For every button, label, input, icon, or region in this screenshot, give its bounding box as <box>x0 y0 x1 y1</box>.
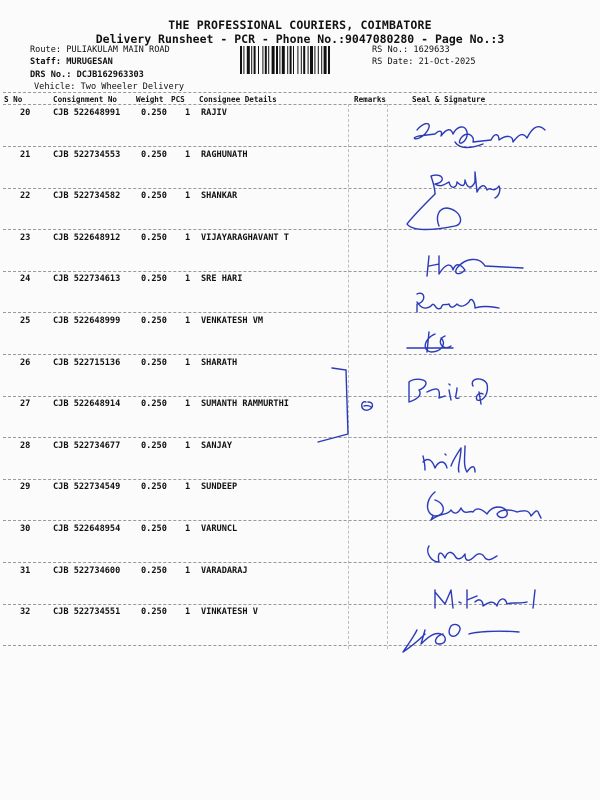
drs-label: DRS No.: <box>30 70 72 80</box>
barcode-icon <box>240 46 368 74</box>
consignment-cell: CJB 522734677 <box>53 440 121 451</box>
sno-cell: 23 <box>20 232 31 243</box>
pcs-cell: 1 <box>185 607 191 618</box>
weight-cell: 0.250 <box>141 149 167 160</box>
rs-date-label: RS Date: <box>372 57 414 67</box>
route-label: Route: <box>30 45 62 55</box>
weight-cell: 0.250 <box>141 565 167 576</box>
pcs-cell: 1 <box>185 399 191 410</box>
weight-cell: 0.250 <box>141 357 167 368</box>
staff-line <box>30 57 113 67</box>
consignment-cell: CJB 522734613 <box>53 274 121 285</box>
sno-cell: 31 <box>20 565 31 576</box>
staff-value: MURUGESAN <box>66 57 113 67</box>
drs-line <box>30 70 144 80</box>
drs-value: DCJB162963303 <box>76 70 144 80</box>
sno-cell: 27 <box>20 399 31 410</box>
sno-cell: 25 <box>20 316 31 326</box>
sno-cell: 32 <box>20 607 31 618</box>
sno-cell: 28 <box>20 440 31 451</box>
consignment-cell: CJB 522734549 <box>53 482 121 493</box>
consignee-cell: SHANKAR <box>201 191 238 202</box>
staff-label: Staff: <box>30 57 62 67</box>
weight-cell: 0.250 <box>141 108 167 118</box>
signature-icon <box>395 436 575 491</box>
pcs-cell: 1 <box>185 149 191 160</box>
signature-icon <box>395 112 575 167</box>
vehicle-line <box>34 82 184 92</box>
rs-date-value: 21-Oct-2025 <box>418 57 476 67</box>
consignment-cell: CJB 522734551 <box>53 607 121 618</box>
consignee-cell: VARADARAJ <box>201 565 248 576</box>
consignment-cell: CJB 522648914 <box>53 399 121 410</box>
sno-cell: 24 <box>20 274 31 285</box>
col-weight: Weight <box>136 95 164 104</box>
weight-cell: 0.250 <box>141 482 167 493</box>
consignee-cell: VINKATESH V <box>201 607 258 618</box>
pcs-cell: 1 <box>185 191 191 202</box>
consignee-cell: RAJIV <box>201 108 227 118</box>
sno-cell: 20 <box>20 108 31 118</box>
pcs-cell: 1 <box>185 482 191 493</box>
vehicle-label: Vehicle: <box>34 82 76 92</box>
col-signature: Seal & Signature <box>412 95 486 104</box>
consignee-cell: VIJAYARAGHAVANT T <box>201 232 289 243</box>
consignee-cell: RAGHUNATH <box>201 149 248 160</box>
col-consignee: Consignee Details <box>199 95 277 104</box>
pcs-cell: 1 <box>185 565 191 576</box>
route-value: PULIAKULAM MAIN ROAD <box>66 45 170 55</box>
consignee-cell: SHARATH <box>201 357 238 368</box>
header-top-rule <box>3 92 597 93</box>
col-sno: S No <box>4 95 23 104</box>
rs-no-line <box>372 45 450 55</box>
consignee-cell: VENKATESH VM <box>201 316 264 326</box>
consignment-cell: CJB 522715136 <box>53 357 121 368</box>
pcs-cell: 1 <box>185 524 191 534</box>
weight-cell: 0.250 <box>141 191 167 202</box>
col-remarks: Remarks <box>354 95 387 104</box>
consignment-cell: CJB 522734582 <box>53 191 121 202</box>
col-consignment: Consignment No <box>53 95 118 104</box>
signature-icon <box>395 370 575 425</box>
rs-no-value: 1629633 <box>413 45 450 55</box>
weight-cell: 0.250 <box>141 232 167 243</box>
weight-cell: 0.250 <box>141 440 167 451</box>
header-bottom-rule <box>3 104 597 105</box>
signature-icon <box>395 192 575 247</box>
weight-cell: 0.250 <box>141 399 167 410</box>
route-line <box>30 45 170 55</box>
pcs-cell: 1 <box>185 316 191 326</box>
consignment-cell: CJB 522648999 <box>53 316 121 326</box>
consignment-cell: CJB 522648954 <box>53 524 121 534</box>
sno-cell: 29 <box>20 482 31 493</box>
sno-cell: 26 <box>20 357 31 368</box>
consignment-cell: CJB 522734553 <box>53 149 121 160</box>
consignment-cell: CJB 522648991 <box>53 108 121 118</box>
runsheet-subtitle: Delivery Runsheet - PCR - Phone No.:9047080280 - Page No.:3 <box>95 32 505 46</box>
rs-date-line <box>372 57 476 67</box>
pcs-cell: 1 <box>185 232 191 243</box>
weight-cell: 0.250 <box>141 524 167 534</box>
remarks-bracket-icon <box>312 364 392 454</box>
sno-cell: 22 <box>20 191 31 202</box>
weight-cell: 0.250 <box>141 274 167 285</box>
consignment-cell: CJB 522648912 <box>53 232 121 243</box>
consignee-cell: VARUNCL <box>201 524 238 534</box>
signature-icon <box>395 612 575 667</box>
pcs-cell: 1 <box>185 357 191 368</box>
company-title: THE PROFESSIONAL COURIERS, COIMBATORE <box>168 18 432 32</box>
sno-cell: 30 <box>20 524 31 534</box>
pcs-cell: 1 <box>185 108 191 118</box>
rs-no-label: RS No.: <box>372 45 409 55</box>
sno-cell: 21 <box>20 149 31 160</box>
consignee-cell: SUMANTH RAMMURTHI <box>201 399 289 410</box>
weight-cell: 0.250 <box>141 607 167 618</box>
weight-cell: 0.250 <box>141 316 167 326</box>
consignee-cell: SRE HARI <box>201 274 243 285</box>
pcs-cell: 1 <box>185 440 191 451</box>
consignee-cell: SUNDEEP <box>201 482 238 493</box>
consignment-cell: CJB 522734600 <box>53 565 121 576</box>
signature-icon <box>395 322 575 377</box>
consignee-cell: SANJAY <box>201 440 233 451</box>
pcs-cell: 1 <box>185 274 191 285</box>
vehicle-value: Two Wheeler Delivery <box>80 82 185 92</box>
col-pcs: PCS <box>171 95 185 104</box>
